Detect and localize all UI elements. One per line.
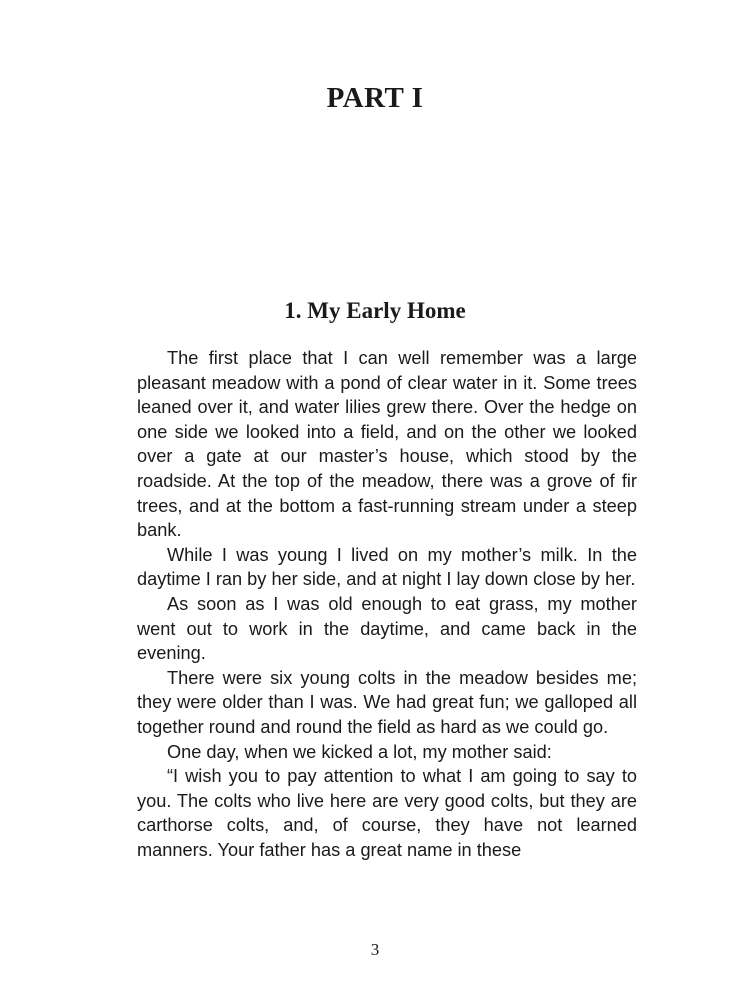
- paragraph: One day, when we kicked a lot, my mother said:: [167, 741, 552, 762]
- part-title: PART I: [326, 82, 424, 114]
- paragraph: There were six young colts in the meadow besides me; they were older than I was. We had great fun; we galloped all together round and round the field as hard as we could go.: [137, 667, 637, 737]
- paragraph: The first place that I can well remember was a large pleasant meadow with a pond of clear water in it. Some trees leaned over it, and water lilies grew there. Over the hedge on one side we looked into a field, and on the other we looked over a gate at our master’s house, which stood by the roadside. At the top of the meadow, there was a grove of fir trees, and at the bottom a fast-running stream under a steep bank.: [137, 348, 637, 541]
- page-number: 3: [370, 940, 380, 959]
- chapter-title: 1. My Early Home: [284, 298, 466, 323]
- paragraph: “I wish you to pay attention to what I am going to say to you. The colts who live here are very good colts, but they are carthorse colts, and, of course, they have not learned manners. Your father has a great name in these: [137, 766, 637, 860]
- paragraph: As soon as I was old enough to eat grass, my mother went out to work in the daytime, and came back in the evening.: [137, 593, 637, 664]
- paragraph: While I was young I lived on my mother’s milk. In the daytime I ran by her side, and at night I lay down close by her.: [137, 544, 637, 590]
- chapter-body: [137, 346, 637, 862]
